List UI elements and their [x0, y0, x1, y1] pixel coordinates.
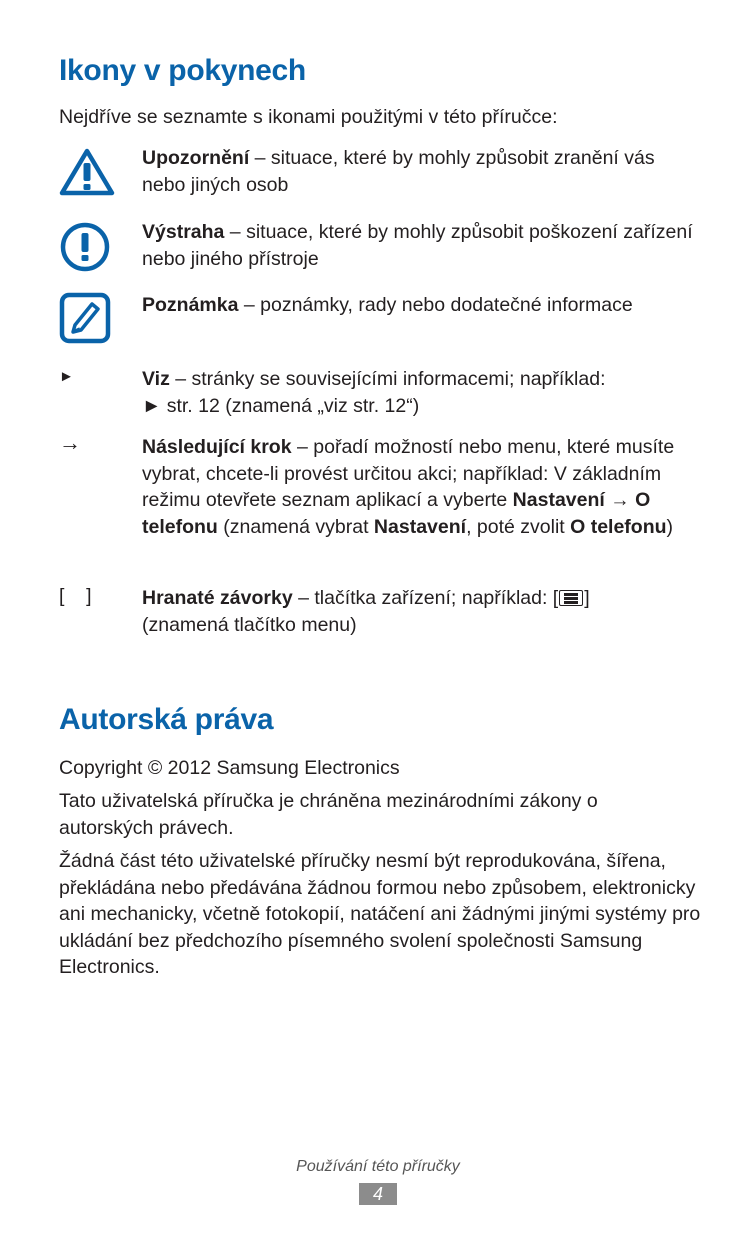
copyright-para-1: Tato uživatelská příručka je chráněna mezinárodními zákony o autorských právech.	[59, 790, 598, 839]
caution-exclamation-circle-icon	[59, 221, 111, 273]
legend-desc-close: ]	[584, 587, 590, 609]
menu-path-about-2: O telefonu	[570, 515, 667, 538]
copyright-line: Copyright © 2012 Samsung Electronics	[59, 757, 400, 779]
legend-term: Viz	[142, 368, 170, 390]
legend-desc: – stránky se souvisejícími informacemi; například:	[169, 368, 606, 390]
intro-text: Nejdříve se seznamte s ikonami použitými v této příručce:	[59, 106, 558, 128]
legend-item-see	[59, 366, 709, 422]
section-heading-icons: Ikony v pokynech	[59, 54, 306, 87]
legend-example: ► str. 12 (znamená „viz str. 12“)	[142, 394, 420, 417]
legend-desc-mid: (znamená vybrat	[217, 515, 374, 538]
page-number: 4	[359, 1183, 397, 1205]
legend-desc-mid2: , poté zvolit	[466, 515, 571, 538]
legend-desc-end: )	[666, 515, 674, 538]
legend-desc: – tlačítka zařízení; například: [	[292, 587, 559, 609]
legend-item-note	[59, 292, 709, 348]
legend-term: Upozornění	[142, 147, 250, 169]
footer-title: Používání této příručky	[296, 1158, 460, 1175]
see-marker: ►	[59, 368, 74, 385]
next-step-marker: →	[59, 430, 81, 455]
legend-text-note	[142, 292, 702, 319]
menu-path-settings-2: Nastavení	[373, 515, 467, 538]
legend-desc: – situace, které by mohly způsobit poškození zařízení nebo jiného přístroje	[142, 221, 693, 270]
legend-item-caution	[59, 219, 709, 279]
legend-text-warning	[142, 145, 702, 198]
copyright-para-2: Žádná část této uživatelské příručky nesmí být reprodukována, šířena, překládána nebo předávána žádnou formou nebo způsobem, elektronicky ani mechanicky, včetně fotokopií, natáčení ani žádnými jinými systémy pro ukládání bez předchozího písemného svolení společnosti Samsung Electronics.	[59, 850, 701, 978]
menu-path-settings: Nastavení	[512, 489, 605, 511]
legend-desc: – situace, které by mohly způsobit zranění vás nebo jiných osob	[142, 147, 655, 196]
legend-desc: – pořadí možností nebo menu, které musíte vybrat, chcete-li provést určitou akci; například: V základním režimu otevřete seznam aplikací a vyberte	[142, 436, 675, 511]
legend-text-brackets	[142, 585, 702, 638]
legend-item-brackets	[59, 585, 709, 641]
legend-text-see	[142, 366, 702, 419]
legend-term: Výstraha	[142, 221, 225, 243]
menu-path-about: O telefonu	[142, 489, 651, 538]
legend-term: Hranaté závorky	[142, 587, 293, 609]
legend-example: (znamená tlačítko menu)	[142, 613, 357, 636]
note-pencil-icon	[59, 292, 111, 344]
legend-item-next-step	[59, 430, 709, 574]
legend-desc: – poznámky, rady nebo dodatečné informace	[238, 294, 633, 316]
menu-key-icon	[559, 590, 583, 606]
brackets-marker: [ ]	[59, 585, 92, 607]
warning-triangle-icon	[59, 147, 115, 197]
legend-term: Poznámka	[142, 294, 239, 316]
menu-path-arrow: →	[604, 489, 636, 511]
legend-term: Následující krok	[142, 436, 292, 458]
legend-item-warning	[59, 145, 709, 205]
legend-text-caution	[142, 219, 702, 272]
section-heading-copyright: Autorská práva	[59, 703, 274, 736]
legend-text-next-step	[142, 434, 702, 540]
